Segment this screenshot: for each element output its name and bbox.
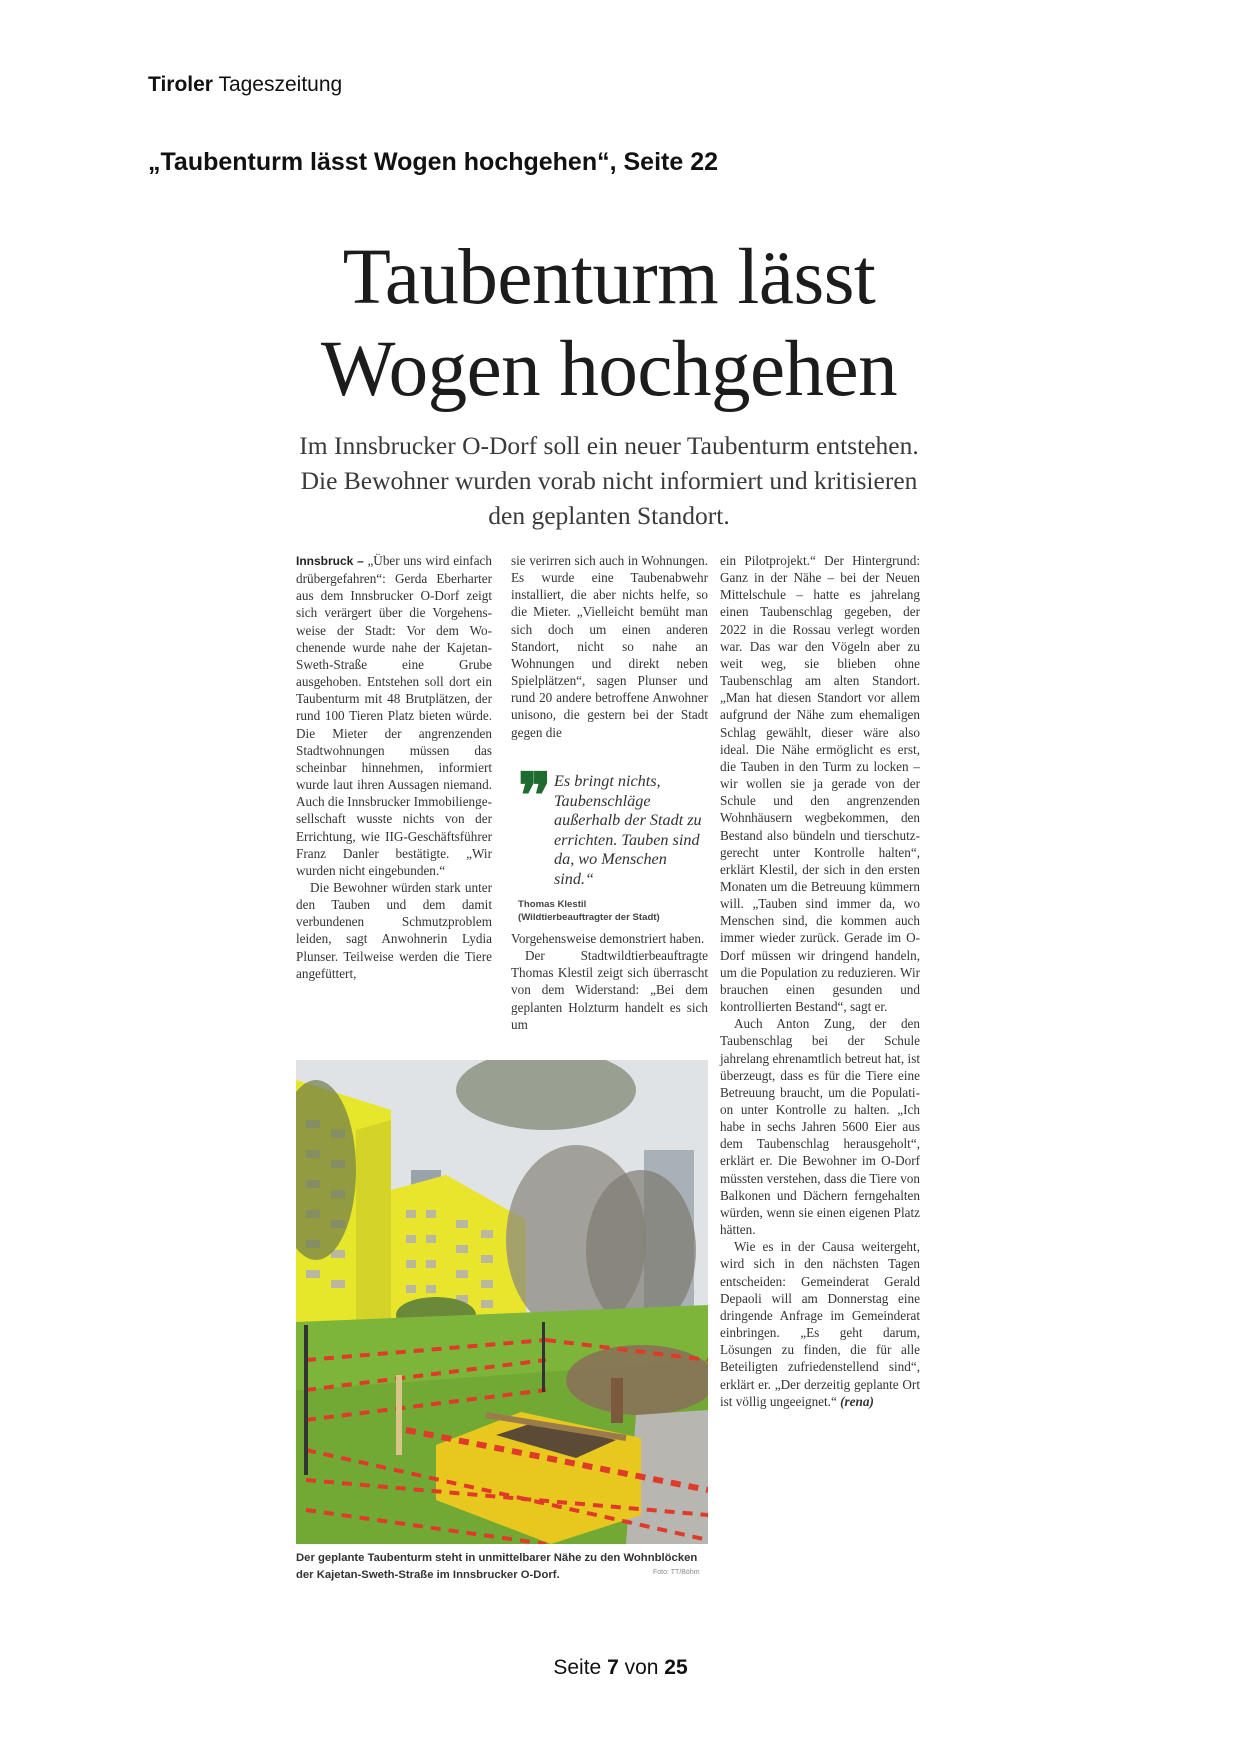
paragraph: Auch Anton Zung, der den Taubenschlag bei der Schule jahrelang ehrenamtlich betreut hat, ist überzeugt, dass es für die Tiere eine Betreuung braucht, um die Population unter Kontrolle zu halten. „Ich habe in sechs Jahren 5600 Eier aus dem Taubenschlag herausgeholt“, erklärt er. Die Bewohner im O-Dorf müssten verstehen, dass die Tiere von Balkonen und Dächern ferngehalten würden, wenn sie einen eigenen Platz hätten. — [720, 1016, 920, 1238]
paragraph: Die Bewohner würden stark unter den Tauben und dem damit verbundenen Schmutzproblem leiden, sagt Anwohnerin Lydia Plunser. Teilweise werden die Tiere angefüttert, — [296, 879, 492, 981]
paragraph: sie verirren sich auch in Wohnungen. Es wurde eine Taubenabwehr installiert, die aber nichts helfe, so die Mieter. „Vielleicht bemüht man sich doch um einen anderen Standort, nicht so nahe an Wohnungen und direkt neben Spielplätzen“, sagen Plunser und rund 20 andere betroffene Anwohner unisono, die gestern bei der Stadt gegen die — [511, 553, 708, 740]
article-column-3 — [720, 552, 920, 1410]
publication-name-bold: Tiroler — [148, 73, 213, 96]
paragraph: Der Stadtwildtierbeauftragte Thomas Klestil zeigt sich überrascht von dem Widerstand: „Bei dem geplanten Holzturm handelt es sich um — [511, 948, 708, 1032]
quote-mark-icon: ❞ — [518, 763, 552, 831]
paragraph-text: Wie es in der Causa weitergeht, wird sich in den nächsten Tagen entscheiden: Gemeinderat Gerald Depaoli will am Donnerstag eine dringende Anfrage im Gemeinderat einbringen. „Es geht darum, Lösungen zu finden, die für alle Beteiligten zufriedenstellend sind“, erklärt er. „Der derzeitig geplante Ort ist völlig ungeeignet.“ — [720, 1239, 920, 1409]
pull-quote-role: (Wildtierbeauftragter der Stadt) — [518, 912, 660, 923]
page-label: Seite — [553, 1656, 602, 1679]
paragraph-text: „Über uns wird einfach drübergefahren“: Gerda Eberharter aus dem Innsbrucker O-Dorf zeigt sich verärgert über die Vorgehensweise der Stadt: Vor dem Wochenende wurde nahe der Kajetan-Sweth-Straße eine Grube ausgehoben. Entstehen soll dort ein Taubenturm mit 48 Brutplätzen, der rund 100 Tieren Platz bieten würde. Die Mieter der angrenzenden Stadtwohnungen müssen das scheinbar hinnehmen, informiert wurde laut ihren Aussagen niemand. Auch die Innsbrucker Immobiliengesellschaft wusste nichts von der Errichtung, wie IIG-Geschäftsführer Franz Danler bestätigte. „Wir wurden nicht eingebunden.“ — [296, 553, 493, 878]
photo-tree — [586, 1170, 696, 1330]
photo-post — [304, 1325, 308, 1475]
article-photo — [296, 1060, 708, 1544]
headline-line-2: Wogen hochgehen — [320, 326, 898, 413]
pull-quote-line-2: Taubenschläge außerhalb der Stadt zu errichten. Tauben sind da, wo Menschen sind.“ — [554, 791, 702, 888]
dateline: Innsbruck – — [296, 554, 364, 568]
paragraph: Vorgehensweise demonstriert haben. — [511, 931, 705, 946]
paragraph — [296, 552, 492, 879]
publication-name — [148, 73, 342, 97]
pull-quote-author: Thomas Klestil — [518, 899, 587, 910]
newspaper-clipping — [293, 232, 925, 1592]
paragraph: ein Pilotprojekt.“ Der Hintergrund: Ganz in der Nähe – bei der Neuen Mittelschule – hatte es jahrelang einen Taubenschlag gegeben, der 2022 in die Rossau verlegt worden war. Das war den Vögeln aber zu weit weg, sie blieben ohne Taubenschlag am alten Standort. „Man hat diesen Standort vor allem aufgrund der Nähe zum ehemaligen Schlag gewählt, dieser wäre also ideal. Die Nähe ermöglicht es erst, die Tauben in den Turm zu locken – wir wollen sie ja gerade von der Schule und den angrenzenden Wohnhäusern wegbekommen, den Bestand also bündeln und tierschutzgerecht unter Kontrolle halten“, erklärt Klestil, der sich in den ersten Monaten um die Betreuung kümmern will. „Tauben sind immer da, wo Menschen sind, die kommen auch immer wieder zurück. Gerade im O-Dorf müssen wir dringend handeln, um die Population zu reduzieren. Wir brauchen einen gesunden und kontrollierten Bestand“, sagt er. — [720, 553, 920, 1015]
pull-quote — [518, 763, 708, 924]
page-number — [0, 1656, 1241, 1680]
photo-wooden-post — [611, 1378, 623, 1423]
article-deck: Im Innsbrucker O-Dorf soll ein neuer Taubenturm entstehen. Die Bewohner wurden vorab nicht informiert und kritisieren den geplanten Standort. — [299, 431, 919, 530]
photo-credit: Foto: TT/Böhm — [653, 1569, 700, 1576]
pull-quote-attribution — [518, 898, 708, 924]
photo-stake — [396, 1375, 402, 1455]
photo-illustration — [296, 1060, 708, 1544]
article-column-2-continued — [511, 930, 708, 1033]
publication-name-rest: Tageszeitung — [218, 73, 343, 96]
paragraph — [720, 1238, 920, 1410]
pull-quote-line-1: Es bringt nichts, — [554, 772, 661, 790]
author-signature: (rena) — [840, 1393, 874, 1409]
headline-line-1: Taubenturm lässt — [342, 234, 876, 321]
page-of-label: von — [624, 1656, 659, 1679]
photo-building-side — [356, 1120, 391, 1325]
photo-post — [542, 1322, 545, 1392]
headline — [293, 232, 925, 416]
article-reference: „Taubenturm lässt Wogen hochgehen“, Seite 22 — [148, 148, 719, 176]
page-total: 25 — [664, 1656, 688, 1679]
article-column-1 — [296, 552, 492, 982]
page-current: 7 — [607, 1656, 619, 1679]
article-column-2 — [511, 552, 708, 741]
photo-caption: Der geplante Taubenturm steht in unmittelbarer Nähe zu den Wohnblöcken der Kajetan-Sweth-Straße im Innsbrucker O-Dorf. — [296, 1552, 698, 1581]
